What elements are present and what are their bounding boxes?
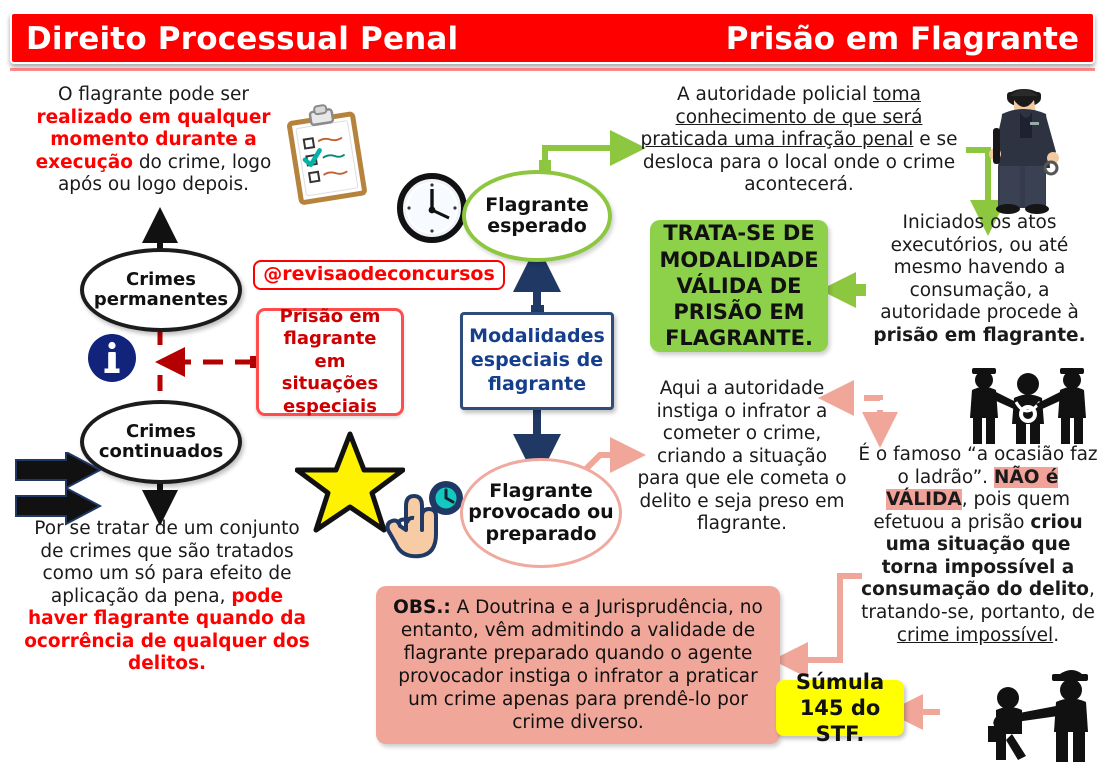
officer-escorting-suspect-icon (986, 670, 1104, 762)
esperado-description-underlined: toma conhecimento de que será praticada uma infração penal (640, 84, 923, 151)
left-bottom-note (22, 518, 312, 676)
social-handle-label: @revisaodeconcursos (263, 263, 495, 286)
arrow-salmon-provocado-to-desc (585, 455, 628, 470)
ocasiao-underlined: crime impossível (896, 624, 1054, 646)
obs-box-text: A Doutrina e a Jurisprudência, no entanto, vêm admitindo a validade de flagrante preparado quando o agente provocador instiga o infrator a praticar um crime apenas para prendê-lo por crime diverso. (398, 596, 763, 734)
obs-box (376, 586, 780, 744)
left-top-note-tail1: do crime, logo (132, 151, 272, 173)
arrow-modalidades-to-esperado (531, 268, 544, 318)
ellipse-flagrante-provocado-label: Flagrante provocado ou preparado (468, 480, 614, 545)
analog-clock-icon (396, 172, 468, 244)
esperado-description-plain1: A autoridade policial (677, 84, 874, 105)
header-underline (10, 68, 1095, 71)
left-top-note-line1: O flagrante pode ser (57, 84, 250, 105)
iniciados-text (858, 212, 1101, 347)
ocasiao-plain2: , pois quem efetuou a prisão (873, 489, 1071, 533)
box-modalidades-especiais-label: Modalidades especiais de flagrante (469, 325, 605, 395)
ellipse-flagrante-esperado-label: Flagrante esperado (485, 193, 589, 237)
police-officer-icon (968, 82, 1086, 214)
ocasiao-plain4: . (1053, 624, 1060, 646)
left-top-note-red1: realizado em qualquer (36, 106, 271, 128)
ocasiao-plain3: , tratando-se, portanto, de (861, 579, 1095, 623)
arrow-red-callout-link (170, 356, 262, 368)
social-handle-badge (253, 260, 505, 290)
iniciados-bold: prisão em flagrante. (873, 324, 1086, 346)
arrest-handcuffs-icon (958, 368, 1098, 444)
ellipse-crimes-permanentes (80, 248, 242, 332)
green-verdict-box (650, 220, 828, 352)
page-title-left: Direito Processual Penal (26, 21, 459, 57)
box-modalidades-especiais (460, 312, 614, 410)
left-top-note (26, 84, 281, 197)
obs-box-label: OBS.: (393, 596, 451, 618)
provocado-description-label: Aqui a autoridade instiga o infrator a cometer o crime, criando a situação para que ele cometa o delito e seja preso em flagrante. (637, 378, 847, 535)
left-top-note-red2: momento durante a (50, 129, 257, 151)
arrow-salmon-ocasiao-to-obs (790, 576, 862, 660)
sumula-badge-label: Súmula 145 do STF. (795, 669, 885, 747)
header-bar (10, 12, 1095, 64)
callout-prisao-situacoes-especiais-label: Prisão em flagrante em situações especiais (279, 305, 381, 417)
arrow-green-esperado-to-desc (539, 148, 628, 172)
ocasiao-highlight: NÃO é VÁLIDA (885, 466, 1059, 511)
esperado-description (630, 84, 968, 197)
info-circle-icon (86, 332, 138, 384)
esperado-description-plain2: e se desloca para o local onde o crime acontecerá. (642, 129, 958, 196)
provocado-description (634, 378, 850, 536)
left-bottom-note-plain: Por se tratar de um conjunto de crimes que são tratados como um só para efeito de aplicação da pena, (34, 518, 300, 607)
ocasiao-text (856, 444, 1100, 647)
callout-prisao-situacoes-especiais (256, 305, 404, 417)
ellipse-crimes-continuados-label: Crimes continuados (98, 420, 224, 462)
ocasiao-plain1: É o famoso “a ocasião faz o ladrão”. (858, 444, 1098, 488)
ellipse-flagrante-provocado (460, 458, 622, 568)
page-title-right: Prisão em Flagrante (725, 21, 1079, 57)
left-bottom-note-red: pode haver flagrante quando da ocorrência de qualquer dos delitos. (24, 585, 310, 675)
iniciados-plain: Iniciados os atos executórios, ou até mesmo havendo a consumação, a autoridade procede à (880, 212, 1079, 324)
pointing-hand-clock-icon (372, 472, 472, 564)
ocasiao-bold: criou uma situação que torna impossível a consumação do delito (861, 511, 1089, 601)
green-verdict-label: TRATA-SE DE MODALIDADE VÁLIDA DE PRISÃO EM FLAGRANTE. (659, 221, 819, 351)
left-top-note-last: após ou logo depois. (57, 174, 250, 196)
left-top-note-red3: execução (35, 151, 133, 173)
ellipse-crimes-permanentes-label: Crimes permanentes (93, 268, 229, 310)
clipboard-checklist-icon (276, 100, 381, 205)
ellipse-flagrante-esperado (462, 170, 612, 262)
sumula-badge (776, 669, 904, 747)
